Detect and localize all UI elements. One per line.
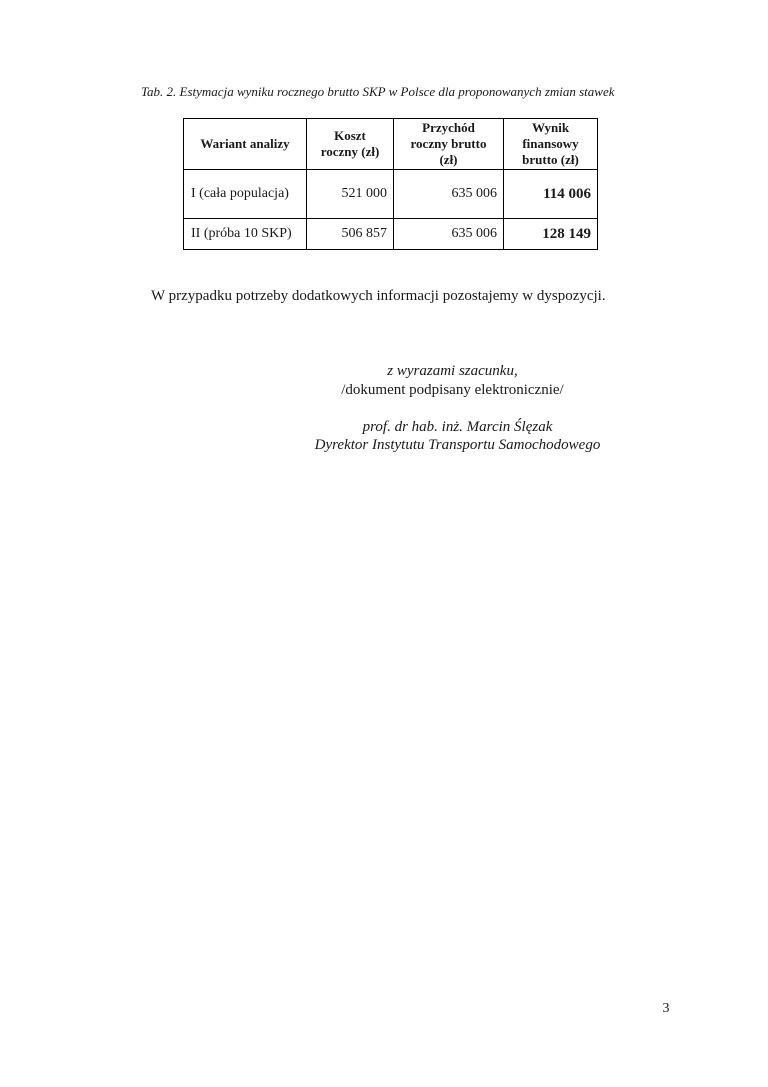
table-header-row <box>184 119 598 170</box>
header-line: (zł) <box>439 152 458 167</box>
table-caption: Tab. 2. Estymacja wyniku rocznego brutto SKP w Polsce dla proponowanych zmian stawek <box>141 84 615 99</box>
cell-wynik-finansowy: 128 149 <box>504 219 598 250</box>
header-line: roczny (zł) <box>320 144 380 159</box>
cell-przychod-roczny: 635 006 <box>394 219 504 250</box>
column-header-wariant-analizy <box>184 119 307 170</box>
cell-koszt-roczny: 506 857 <box>307 219 394 250</box>
salutation-line: z wyrazami szacunku, <box>387 363 518 379</box>
page-number: 3 <box>662 1001 670 1016</box>
closing-paragraph: W przypadku potrzeby dodatkowych informacji pozostajemy w dyspozycji. <box>151 288 606 304</box>
cell-przychod-roczny: 635 006 <box>394 170 504 219</box>
column-header-przychod-roczny-brutto <box>394 119 504 170</box>
results-table <box>183 118 598 250</box>
header-line: roczny brutto <box>410 136 487 151</box>
header-line: Wariant analizy <box>200 136 290 151</box>
signer-name: prof. dr hab. inż. Marcin Ślęzak <box>362 419 553 435</box>
table-row-variant-1 <box>184 170 598 219</box>
table-row-variant-2 <box>184 219 598 250</box>
header-line: Przychód <box>422 120 475 135</box>
header-line: Koszt <box>334 128 366 143</box>
header-line: Wynik <box>531 120 570 135</box>
cell-variant-label: I (cała populacja) <box>184 170 307 219</box>
column-header-koszt-roczny <box>307 119 394 170</box>
cell-koszt-roczny: 521 000 <box>307 170 394 219</box>
header-line: brutto (zł) <box>522 152 579 167</box>
signer-title: Dyrektor Instytutu Transportu Samochodowego <box>314 437 601 453</box>
column-header-wynik-finansowy <box>504 119 598 170</box>
signer-block <box>240 418 675 454</box>
header-line: finansowy <box>522 136 579 151</box>
cell-wynik-finansowy: 114 006 <box>504 170 598 219</box>
cell-variant-label: II (próba 10 SKP) <box>184 219 307 250</box>
signature-block <box>235 362 670 400</box>
electronic-signature-note: /dokument podpisany elektronicznie/ <box>341 382 564 398</box>
